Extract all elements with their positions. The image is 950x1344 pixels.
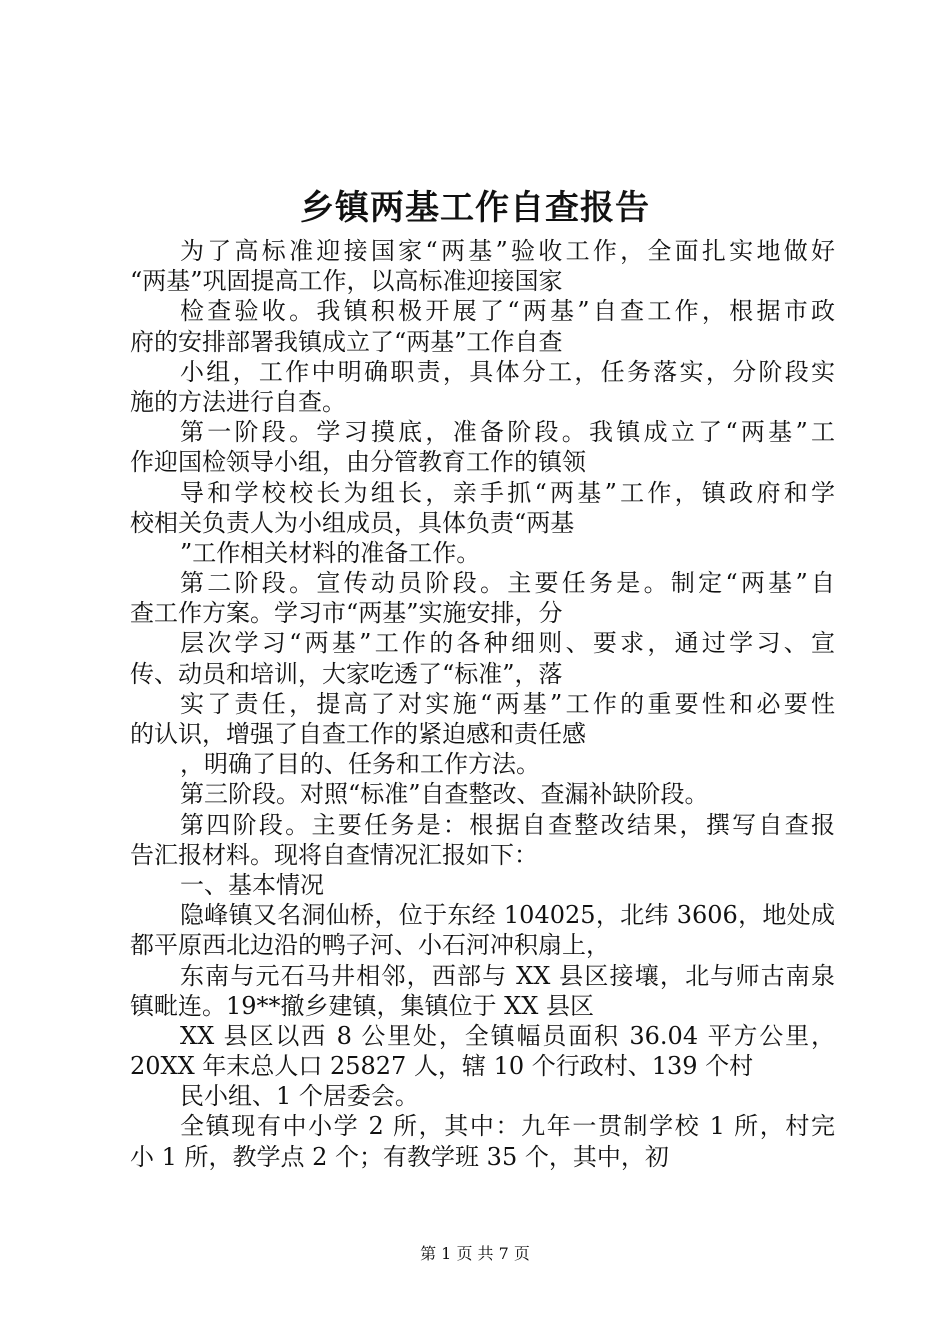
text-line: 20XX 年末总人口 25827 人，辖 10 个行政村、139 个村: [130, 1052, 754, 1081]
text-line: 告汇报材料。现将自查情况汇报如下：: [130, 840, 538, 869]
text-line: 作迎国检领导小组，由分管教育工作的镇领: [130, 448, 586, 477]
text-line: 导和学校校长为组长，亲手抓“两基”工作，镇政府和学: [180, 478, 835, 507]
text-line: “两基”巩固提高工作，以高标准迎接国家: [130, 267, 563, 296]
text-line: ”工作相关材料的准备工作。: [180, 538, 481, 567]
text-line: 第三阶段。对照“标准”自查整改、查漏补缺阶段。: [180, 780, 709, 809]
text-line: ，明确了目的、任务和工作方法。: [180, 750, 540, 779]
text-line: 小组，工作中明确职责，具体分工，任务落实，分阶段实: [180, 357, 835, 386]
text-line: 第二阶段。宣传动员阶段。主要任务是。制定“两基”自: [180, 569, 835, 598]
text-line: 第四阶段。主要任务是：根据自查整改结果，撰写自查报: [180, 810, 835, 839]
text-line: 第一阶段。学习摸底，准备阶段。我镇成立了“两基”工: [180, 418, 835, 447]
text-line: 的认识，增强了自查工作的紧迫感和责任感: [130, 720, 586, 748]
text-line: 查工作方案。学习市“两基”实施安排，分: [130, 599, 563, 628]
text-line: 民小组、1 个居委会。: [180, 1082, 419, 1111]
document-title: 乡镇两基工作自查报告: [300, 188, 650, 228]
text-line: 一、基本情况: [180, 870, 324, 899]
text-line: 都平原西北边沿的鸭子河、小石河冲积扇上，: [130, 931, 610, 960]
text-line: 实了责任，提高了对实施“两基”工作的重要性和必要性: [180, 689, 835, 718]
text-line: 全镇现有中小学 2 所，其中：九年一贯制学校 1 所，村完: [180, 1112, 835, 1141]
text-line: 府的安排部署我镇成立了“两基”工作自查: [130, 327, 563, 356]
text-line: 施的方法进行自查。: [130, 387, 346, 416]
text-line: XX 县区以西 8 公里处，全镇幅员面积 36.04 平方公里，: [180, 1021, 835, 1050]
text-line: 东南与元石马井相邻，西部与 XX 县区接壤，北与师古南泉: [180, 961, 835, 990]
text-line: 隐峰镇又名洞仙桥，位于东经 104025，北纬 3606，地处成: [180, 901, 835, 930]
text-line: 镇毗连。19**撤乡建镇，集镇位于 XX 县区: [130, 991, 594, 1020]
text-line: 传、动员和培训，大家吃透了“标准”，落: [130, 659, 563, 688]
page-footer: 第 1 页 共 7 页: [420, 1244, 530, 1263]
text-line: 小 1 所，教学点 2 个；有教学班 35 个，其中，初: [130, 1142, 669, 1171]
text-line: 检查验收。我镇积极开展了“两基”自查工作，根据市政: [180, 297, 835, 326]
text-line: 为了高标准迎接国家“两基”验收工作，全面扎实地做好: [180, 237, 835, 265]
text-line: 校相关负责人为小组成员，具体负责“两基: [130, 508, 575, 537]
document-body: [130, 236, 835, 1172]
text-line: 层次学习“两基”工作的各种细则、要求，通过学习、宣: [180, 629, 835, 658]
